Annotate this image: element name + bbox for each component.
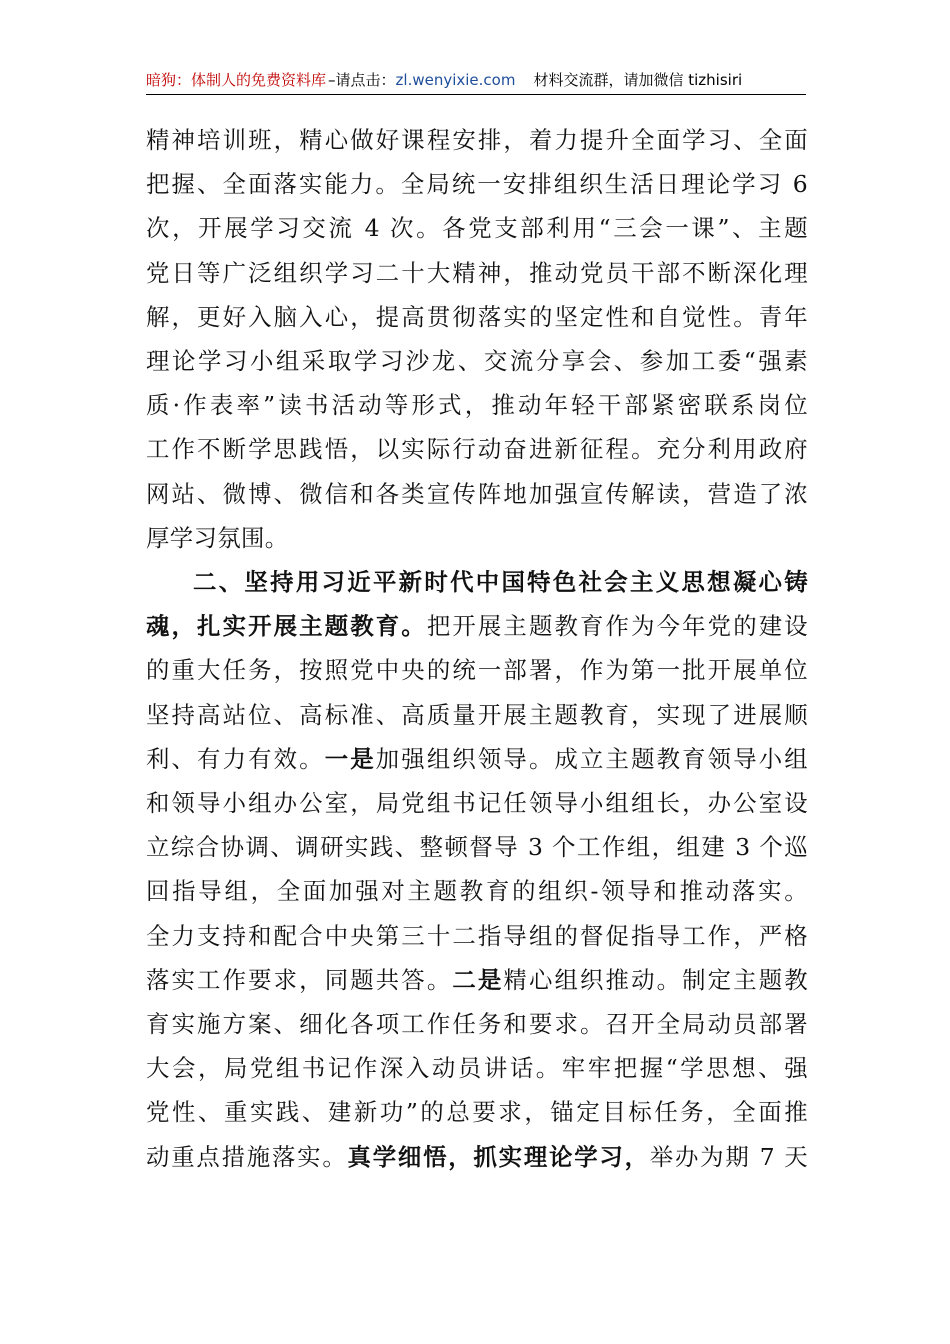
- text-segment: 落实工作要求，同题共答。: [146, 965, 453, 994]
- contact-info: 材料交流群，请加微信 tizhisiri: [533, 71, 743, 89]
- text-line: [146, 1135, 808, 1179]
- point-marker: 二是: [452, 965, 504, 994]
- text-segment: 利、有力有效。: [146, 744, 325, 773]
- site-name[interactable]: 暗狗：体制人的免费资料库: [146, 71, 327, 89]
- text-line: 厚学习氛围。: [146, 523, 289, 552]
- document-header: [146, 68, 806, 95]
- text-line: 立综合协调、调研实践、整顿督导 3 个工作组，组建 3 个巡: [146, 833, 808, 862]
- section-heading-end: 魂，扎实开展主题教育。: [146, 612, 427, 641]
- paragraph-1: [146, 118, 808, 560]
- site-url-link[interactable]: zl.wenyixie.com: [395, 71, 516, 89]
- paragraph-2: [146, 560, 808, 1179]
- text-line: [146, 604, 808, 648]
- click-prompt: –请点击：: [328, 71, 396, 89]
- text-line: 次，开展学习交流 4 次。各党支部利用“三会一课”、主题: [146, 214, 808, 243]
- text-segment: 举办为期 7 天: [649, 1142, 808, 1171]
- section-heading: 二、坚持用习近平新时代中国特色社会主义思想凝心铸: [193, 568, 808, 597]
- text-line: 精神培训班，精心做好课程安排，着力提升全面学习、全面: [146, 126, 808, 154]
- document-body: [146, 118, 808, 1179]
- text-line: 大会，局党组书记作深入动员讲话。牢牢把握“学思想、强: [146, 1054, 808, 1083]
- text-line: 解，更好入脑入心，提高贯彻落实的坚定性和自觉性。青年: [146, 302, 808, 331]
- subheading: 真学细悟，抓实理论学习，: [347, 1142, 650, 1171]
- text-segment: 加强组织领导。成立主题教育领导小组: [375, 744, 809, 773]
- text-line: [146, 958, 808, 1002]
- text-line: 的重大任务，按照党中央的统一部署，作为第一批开展单位: [146, 656, 808, 685]
- text-line: 工作不断学思践悟，以实际行动奋进新征程。充分利用政府: [146, 435, 808, 464]
- text-segment: 动重点措施落实。: [146, 1142, 348, 1171]
- point-marker: 一是: [324, 744, 376, 773]
- text-line: 育实施方案、细化各项工作任务和要求。召开全局动员部署: [146, 1010, 808, 1039]
- text-segment: 精心组织推动。制定主题教: [503, 965, 808, 994]
- text-line: 理论学习小组采取学习沙龙、交流分享会、参加工委“强素: [146, 347, 808, 376]
- text-line: 网站、微博、微信和各类宣传阵地加强宣传解读，营造了浓: [146, 479, 808, 508]
- text-line: 和领导小组办公室，局党组书记任领导小组组长，办公室设: [146, 789, 808, 818]
- text-line: 党性、重实践、建新功”的总要求，锚定目标任务，全面推: [146, 1098, 808, 1127]
- text-line: 把握、全面落实能力。全局统一安排组织生活日理论学习 6: [146, 170, 808, 199]
- text-line: 党日等广泛组织学习二十大精神，推动党员干部不断深化理: [146, 258, 808, 287]
- text-line: 质·作表率”读书活动等形式，推动年轻干部紧密联系岗位: [146, 391, 808, 420]
- text-line: [146, 737, 808, 781]
- text-segment: 把开展主题教育作为今年党的建设: [426, 612, 809, 641]
- text-line: 坚持高站位、高标准、高质量开展主题教育，实现了进展顺: [146, 700, 808, 729]
- text-line: 回指导组，全面加强对主题教育的组织-领导和推动落实。: [146, 877, 808, 906]
- text-line: 全力支持和配合中央第三十二指导组的督促指导工作，严格: [146, 921, 808, 950]
